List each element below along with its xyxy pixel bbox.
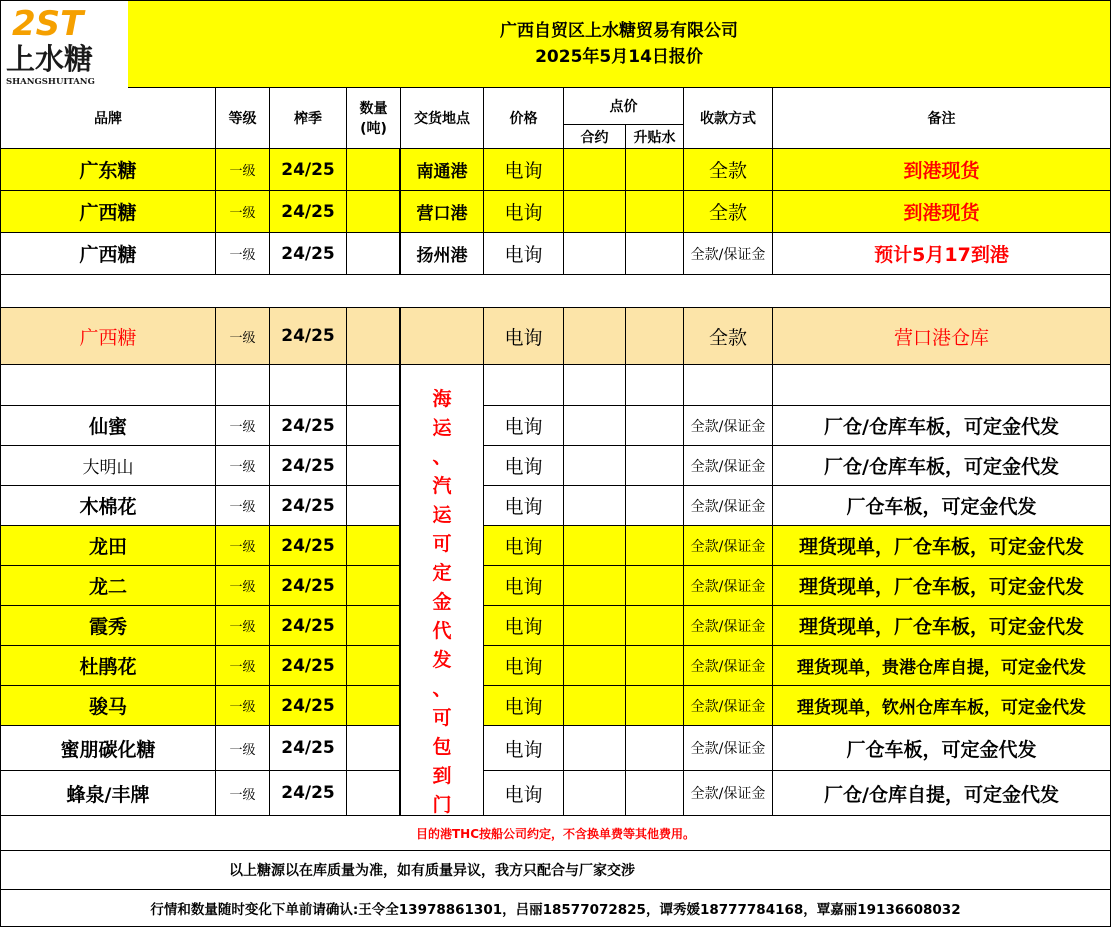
contract-cell bbox=[564, 646, 626, 686]
note-cell: 营口港仓库 bbox=[773, 308, 1111, 365]
note-cell: 厂仓车板，可定金代发 bbox=[773, 486, 1111, 526]
payment-cell: 全款 bbox=[684, 191, 773, 233]
quantity-cell bbox=[347, 686, 401, 726]
brand-cell: 骏马 bbox=[1, 686, 216, 726]
contract-cell bbox=[564, 233, 626, 275]
price-cell: 电询 bbox=[484, 686, 564, 726]
grade-cell: 一级 bbox=[216, 686, 270, 726]
season-cell: 24/25 bbox=[270, 646, 347, 686]
quantity-cell bbox=[347, 606, 401, 646]
premium-cell bbox=[626, 406, 684, 446]
contract-cell bbox=[564, 446, 626, 486]
premium-cell bbox=[626, 771, 684, 816]
grade-cell: 一级 bbox=[216, 406, 270, 446]
grade-cell: 一级 bbox=[216, 149, 270, 191]
grade-cell: 一级 bbox=[216, 308, 270, 365]
contract-cell bbox=[564, 566, 626, 606]
delivery-place-cell: 南通港 bbox=[401, 149, 484, 191]
empty-cell bbox=[270, 365, 347, 406]
premium-cell bbox=[626, 233, 684, 275]
premium-cell bbox=[626, 686, 684, 726]
header-contract: 合约 bbox=[564, 125, 626, 149]
brand-cell: 蜜朋碳化糖 bbox=[1, 726, 216, 771]
delivery-place-cell: 扬州港 bbox=[401, 233, 484, 275]
header-points: 点价 bbox=[564, 88, 684, 125]
payment-cell: 全款/保证金 bbox=[684, 566, 773, 606]
grade-cell: 一级 bbox=[216, 566, 270, 606]
logo-mark: 2ST bbox=[12, 4, 84, 44]
empty-cell bbox=[773, 365, 1111, 406]
brand-cell: 杜鹃花 bbox=[1, 646, 216, 686]
contract-cell bbox=[564, 606, 626, 646]
price-cell: 电询 bbox=[484, 771, 564, 816]
payment-cell: 全款/保证金 bbox=[684, 686, 773, 726]
grade-cell: 一级 bbox=[216, 771, 270, 816]
header-quantity bbox=[347, 88, 401, 149]
brand-cell: 龙田 bbox=[1, 526, 216, 566]
price-cell: 电询 bbox=[484, 308, 564, 365]
contract-cell bbox=[564, 486, 626, 526]
contact-note: 行情和数量随时变化下单前请确认:王令全13978861301，吕丽18577072825，谭秀媛18777784168，覃嘉丽19136608032 bbox=[1, 890, 1111, 927]
season-cell: 24/25 bbox=[270, 771, 347, 816]
title-banner bbox=[128, 1, 1111, 88]
price-cell: 电询 bbox=[484, 526, 564, 566]
season-cell: 24/25 bbox=[270, 233, 347, 275]
shipping-note-char: 可 bbox=[432, 707, 452, 729]
header-premium: 升贴水 bbox=[626, 125, 684, 149]
season-cell: 24/25 bbox=[270, 606, 347, 646]
header-delivery-place: 交货地点 bbox=[401, 88, 484, 149]
quantity-cell bbox=[347, 526, 401, 566]
shipping-note-char: 金 bbox=[432, 591, 452, 613]
season-cell: 24/25 bbox=[270, 446, 347, 486]
brand-cell: 蜂泉/丰牌 bbox=[1, 771, 216, 816]
season-cell: 24/25 bbox=[270, 526, 347, 566]
grade-cell: 一级 bbox=[216, 191, 270, 233]
note-cell: 厂仓车板，可定金代发 bbox=[773, 726, 1111, 771]
brand-cell: 大明山 bbox=[1, 446, 216, 486]
delivery-place-cell: 营口港 bbox=[401, 191, 484, 233]
premium-cell bbox=[626, 149, 684, 191]
grade-cell: 一级 bbox=[216, 526, 270, 566]
quality-note: 以上糖源以在库质量为准，如有质量异议，我方只配合与厂家交涉 bbox=[1, 851, 1111, 890]
note-cell: 厂仓/仓库车板，可定金代发 bbox=[773, 406, 1111, 446]
grade-cell: 一级 bbox=[216, 486, 270, 526]
note-cell: 理货现单，厂仓车板，可定金代发 bbox=[773, 606, 1111, 646]
shipping-note-char: 海 bbox=[432, 388, 452, 410]
season-cell: 24/25 bbox=[270, 726, 347, 771]
shipping-note-char: 到 bbox=[432, 765, 452, 787]
premium-cell bbox=[626, 606, 684, 646]
quantity-cell bbox=[347, 233, 401, 275]
quantity-cell bbox=[347, 486, 401, 526]
shipping-note bbox=[401, 365, 484, 816]
premium-cell bbox=[626, 446, 684, 486]
brand-cell: 广东糖 bbox=[1, 149, 216, 191]
shipping-note-char: 发 bbox=[432, 649, 452, 671]
grade-cell: 一级 bbox=[216, 446, 270, 486]
quantity-cell bbox=[347, 446, 401, 486]
payment-cell: 全款/保证金 bbox=[684, 486, 773, 526]
premium-cell bbox=[626, 191, 684, 233]
payment-cell: 全款 bbox=[684, 308, 773, 365]
quote-date-title: 2025年5月14日报价 bbox=[535, 47, 703, 67]
company-logo bbox=[2, 2, 128, 88]
contract-cell bbox=[564, 726, 626, 771]
quantity-cell bbox=[347, 646, 401, 686]
note-cell: 厂仓/仓库自提，可定金代发 bbox=[773, 771, 1111, 816]
contract-cell bbox=[564, 526, 626, 566]
season-cell: 24/25 bbox=[270, 486, 347, 526]
thc-note: 目的港THC按船公司约定，不含换单费等其他费用。 bbox=[1, 816, 1111, 851]
contract-cell bbox=[564, 406, 626, 446]
note-cell: 理货现单，厂仓车板，可定金代发 bbox=[773, 526, 1111, 566]
brand-cell: 仙蜜 bbox=[1, 406, 216, 446]
empty-cell bbox=[216, 365, 270, 406]
quantity-cell bbox=[347, 149, 401, 191]
shipping-note-char: 定 bbox=[432, 562, 452, 584]
header-notes: 备注 bbox=[773, 88, 1111, 149]
premium-cell bbox=[626, 526, 684, 566]
season-cell: 24/25 bbox=[270, 191, 347, 233]
shipping-note-char: 代 bbox=[432, 620, 452, 642]
payment-cell: 全款 bbox=[684, 149, 773, 191]
empty-cell bbox=[564, 365, 626, 406]
brand-cell: 广西糖 bbox=[1, 308, 216, 365]
empty-cell bbox=[626, 365, 684, 406]
company-title: 广西自贸区上水糖贸易有限公司 bbox=[500, 21, 738, 41]
contract-cell bbox=[564, 191, 626, 233]
header-quantity-line2: (吨) bbox=[360, 121, 387, 137]
payment-cell: 全款/保证金 bbox=[684, 646, 773, 686]
note-cell: 厂仓/仓库车板，可定金代发 bbox=[773, 446, 1111, 486]
note-cell: 理货现单，贵港仓库自提，可定金代发 bbox=[773, 646, 1111, 686]
spacer-row bbox=[1, 275, 1111, 308]
brand-cell: 龙二 bbox=[1, 566, 216, 606]
brand-cell: 木棉花 bbox=[1, 486, 216, 526]
season-cell: 24/25 bbox=[270, 308, 347, 365]
payment-cell: 全款/保证金 bbox=[684, 233, 773, 275]
delivery-place-cell bbox=[401, 308, 484, 365]
premium-cell bbox=[626, 646, 684, 686]
payment-cell: 全款/保证金 bbox=[684, 606, 773, 646]
premium-cell bbox=[626, 566, 684, 606]
price-cell: 电询 bbox=[484, 446, 564, 486]
shipping-note-char: 可 bbox=[432, 533, 452, 555]
logo-name-cn: 上水糖 bbox=[6, 42, 94, 76]
quantity-cell bbox=[347, 308, 401, 365]
empty-cell bbox=[1, 365, 216, 406]
grade-cell: 一级 bbox=[216, 646, 270, 686]
empty-cell bbox=[347, 365, 401, 406]
header-season: 榨季 bbox=[270, 88, 347, 149]
payment-cell: 全款/保证金 bbox=[684, 771, 773, 816]
note-cell: 理货现单，厂仓车板，可定金代发 bbox=[773, 566, 1111, 606]
quantity-cell bbox=[347, 406, 401, 446]
shipping-note-char: 门 bbox=[432, 794, 452, 816]
price-cell: 电询 bbox=[484, 606, 564, 646]
payment-cell: 全款/保证金 bbox=[684, 726, 773, 771]
shipping-note-char: 、 bbox=[432, 678, 452, 700]
brand-cell: 霞秀 bbox=[1, 606, 216, 646]
shipping-note-char: 、 bbox=[432, 446, 452, 468]
price-cell: 电询 bbox=[484, 406, 564, 446]
header-grade: 等级 bbox=[216, 88, 270, 149]
logo-name-en: SHANGSHUITANG bbox=[6, 77, 95, 87]
note-cell: 到港现货 bbox=[773, 191, 1111, 233]
price-cell: 电询 bbox=[484, 486, 564, 526]
price-cell: 电询 bbox=[484, 566, 564, 606]
shipping-note-char: 运 bbox=[432, 504, 452, 526]
premium-cell bbox=[626, 726, 684, 771]
header-quantity-line1: 数量 bbox=[359, 101, 388, 117]
empty-cell bbox=[484, 365, 564, 406]
premium-cell bbox=[626, 308, 684, 365]
shipping-note-char: 运 bbox=[432, 417, 452, 439]
season-cell: 24/25 bbox=[270, 566, 347, 606]
brand-cell: 广西糖 bbox=[1, 191, 216, 233]
grade-cell: 一级 bbox=[216, 233, 270, 275]
quantity-cell bbox=[347, 566, 401, 606]
note-cell: 预计5月17到港 bbox=[773, 233, 1111, 275]
quantity-cell bbox=[347, 771, 401, 816]
price-cell: 电询 bbox=[484, 191, 564, 233]
premium-cell bbox=[626, 486, 684, 526]
quantity-cell bbox=[347, 191, 401, 233]
empty-cell bbox=[684, 365, 773, 406]
payment-cell: 全款/保证金 bbox=[684, 526, 773, 566]
note-cell: 理货现单，钦州仓库车板，可定金代发 bbox=[773, 686, 1111, 726]
contract-cell bbox=[564, 771, 626, 816]
price-cell: 电询 bbox=[484, 646, 564, 686]
contract-cell bbox=[564, 686, 626, 726]
shipping-note-char: 汽 bbox=[432, 475, 452, 497]
grade-cell: 一级 bbox=[216, 726, 270, 771]
header-brand: 品牌 bbox=[1, 88, 216, 149]
note-cell: 到港现货 bbox=[773, 149, 1111, 191]
payment-cell: 全款/保证金 bbox=[684, 446, 773, 486]
contract-cell bbox=[564, 149, 626, 191]
logo-graphic bbox=[2, 2, 128, 88]
brand-cell: 广西糖 bbox=[1, 233, 216, 275]
payment-cell: 全款/保证金 bbox=[684, 406, 773, 446]
grade-cell: 一级 bbox=[216, 606, 270, 646]
price-cell: 电询 bbox=[484, 149, 564, 191]
contract-cell bbox=[564, 308, 626, 365]
season-cell: 24/25 bbox=[270, 406, 347, 446]
season-cell: 24/25 bbox=[270, 686, 347, 726]
shipping-note-char: 包 bbox=[432, 736, 452, 758]
header-payment: 收款方式 bbox=[684, 88, 773, 149]
quantity-cell bbox=[347, 726, 401, 771]
header-price: 价格 bbox=[484, 88, 564, 149]
season-cell: 24/25 bbox=[270, 149, 347, 191]
price-cell: 电询 bbox=[484, 233, 564, 275]
price-cell: 电询 bbox=[484, 726, 564, 771]
